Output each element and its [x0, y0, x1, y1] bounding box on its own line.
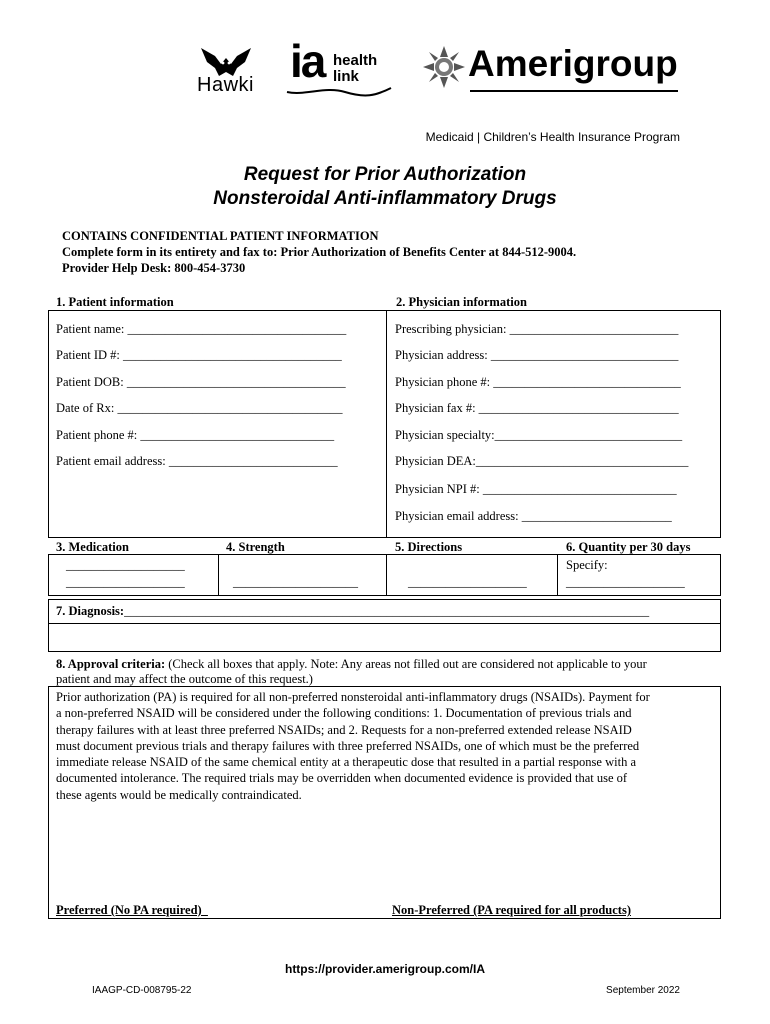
criteria-line: a non-preferred NSAID will be considered under the following conditions: 1. Documentation of previous trials and: [56, 706, 632, 721]
diagnosis-divider: [48, 623, 721, 624]
ia-logo-link: link: [333, 68, 359, 85]
prescribing-physician-field[interactable]: Prescribing physician: ___________________________: [395, 322, 679, 336]
info-table: [48, 310, 721, 538]
diagnosis-label: 7. Diagnosis:: [56, 604, 125, 618]
criteria-heading-note: (Check all boxes that apply. Note: Any areas not filled out are considered not applicable to your: [165, 657, 647, 671]
physician-fax-field[interactable]: Physician fax #: ________________________________: [395, 401, 679, 415]
criteria-paragraph: [56, 689, 720, 803]
physician-phone-field[interactable]: Physician phone #: ______________________________: [395, 375, 681, 389]
amerigroup-logo-text: Amerigroup: [468, 43, 678, 84]
patient-id-field[interactable]: Patient ID #: ___________________________________: [56, 348, 342, 362]
criteria-heading: [56, 657, 647, 672]
patient-email-field[interactable]: Patient email address: ___________________________: [56, 454, 338, 468]
criteria-heading-line2: patient and may affect the outcome of this request.): [56, 672, 313, 686]
patient-phone-field[interactable]: Patient phone #: _______________________________: [56, 428, 335, 442]
criteria-line: Prior authorization (PA) is required for all non-preferred nonsteroidal anti-inflammatory drugs (NSAIDs). Payment for: [56, 690, 650, 704]
quantity-field[interactable]: ___________________: [566, 575, 685, 589]
physician-email-field[interactable]: Physician email address: ________________________: [395, 509, 672, 523]
physician-dea-field[interactable]: Physician DEA:__________________________________: [395, 454, 689, 468]
physician-address-field[interactable]: Physician address: ______________________________: [395, 348, 679, 362]
amerigroup-logo-rule: [470, 90, 678, 92]
date-of-rx-field[interactable]: Date of Rx: ____________________________________: [56, 401, 343, 415]
fax-instructions: Complete form in its entirety and fax to: Prior Authorization of Benefits Center at 844-512-9004.: [62, 245, 577, 259]
criteria-line: must document previous trials and therapy failures with three preferred NSAIDs, one of which must be the preferred: [56, 738, 640, 753]
ia-logo-letters: ia: [290, 35, 325, 87]
quantity-specify-label: Specify:: [566, 558, 608, 572]
criteria-line: these agents would be medically contraindicated.: [56, 787, 302, 802]
medication-divider-3: [557, 554, 558, 595]
nonpreferred-label: Non-Preferred (PA required for all products): [392, 903, 631, 917]
physician-npi-field[interactable]: Physician NPI #: _______________________________: [395, 482, 677, 496]
form-title-line2: Nonsteroidal Anti-inflammatory Drugs: [213, 188, 557, 209]
quantity-heading: 6. Quantity per 30 days: [566, 540, 691, 554]
patient-name-field[interactable]: Patient name: ___________________________________: [56, 322, 347, 336]
directions-heading: 5. Directions: [395, 540, 463, 554]
strength-heading: 4. Strength: [226, 540, 285, 554]
patient-info-heading: 1. Patient information: [56, 295, 174, 309]
preferred-label: Preferred (No PA required): [56, 903, 208, 917]
strength-field[interactable]: ____________________: [233, 575, 358, 589]
form-title-line1: Request for Prior Authorization: [243, 164, 527, 185]
ia-logo-health: health: [333, 52, 378, 69]
diagnosis-row[interactable]: [56, 604, 649, 619]
directions-field[interactable]: ___________________: [408, 575, 527, 589]
criteria-line: therapy failures with at least three preferred NSAIDs; and 2. Requests for a non-preferred extended release NSAID: [56, 722, 632, 737]
help-desk: Provider Help Desk: 800-454-3730: [62, 261, 246, 275]
form-date: September 2022: [606, 985, 680, 996]
physician-specialty-field[interactable]: Physician specialty:______________________________: [395, 428, 683, 442]
criteria-heading-bold: 8. Approval criteria:: [56, 657, 166, 671]
medication-line-2[interactable]: ___________________: [66, 575, 185, 589]
physician-info-heading: 2. Physician information: [396, 295, 527, 309]
medication-line-1[interactable]: ___________________: [66, 558, 185, 572]
confidential-notice: CONTAINS CONFIDENTIAL PATIENT INFORMATION: [62, 229, 379, 243]
footer-url[interactable]: https://provider.amerigroup.com/IA: [284, 962, 486, 976]
hawki-logo-text: Hawki: [197, 74, 254, 96]
medication-divider-2: [386, 554, 387, 595]
medication-divider-1: [218, 554, 219, 595]
ia-logo-swoosh-icon: [285, 84, 395, 98]
diagnosis-line[interactable]: ____________________________________________________________________________________: [124, 604, 650, 618]
program-line: Medicaid | Children’s Health Insurance Program: [425, 130, 680, 144]
form-id: IAAGP-CD-008795-22: [92, 985, 192, 996]
medication-heading: 3. Medication: [56, 540, 129, 554]
patient-dob-field[interactable]: Patient DOB: ___________________________________: [56, 375, 346, 389]
info-table-divider: [386, 310, 387, 537]
criteria-line: documented intolerance. The required trials may be overridden when documented evidence is provided that use of: [56, 771, 628, 786]
criteria-line: immediate release NSAID of the same chemical entity at a therapeutic dose that resulted in a partial response with a: [56, 755, 636, 770]
amerigroup-seal-icon: [421, 44, 467, 90]
